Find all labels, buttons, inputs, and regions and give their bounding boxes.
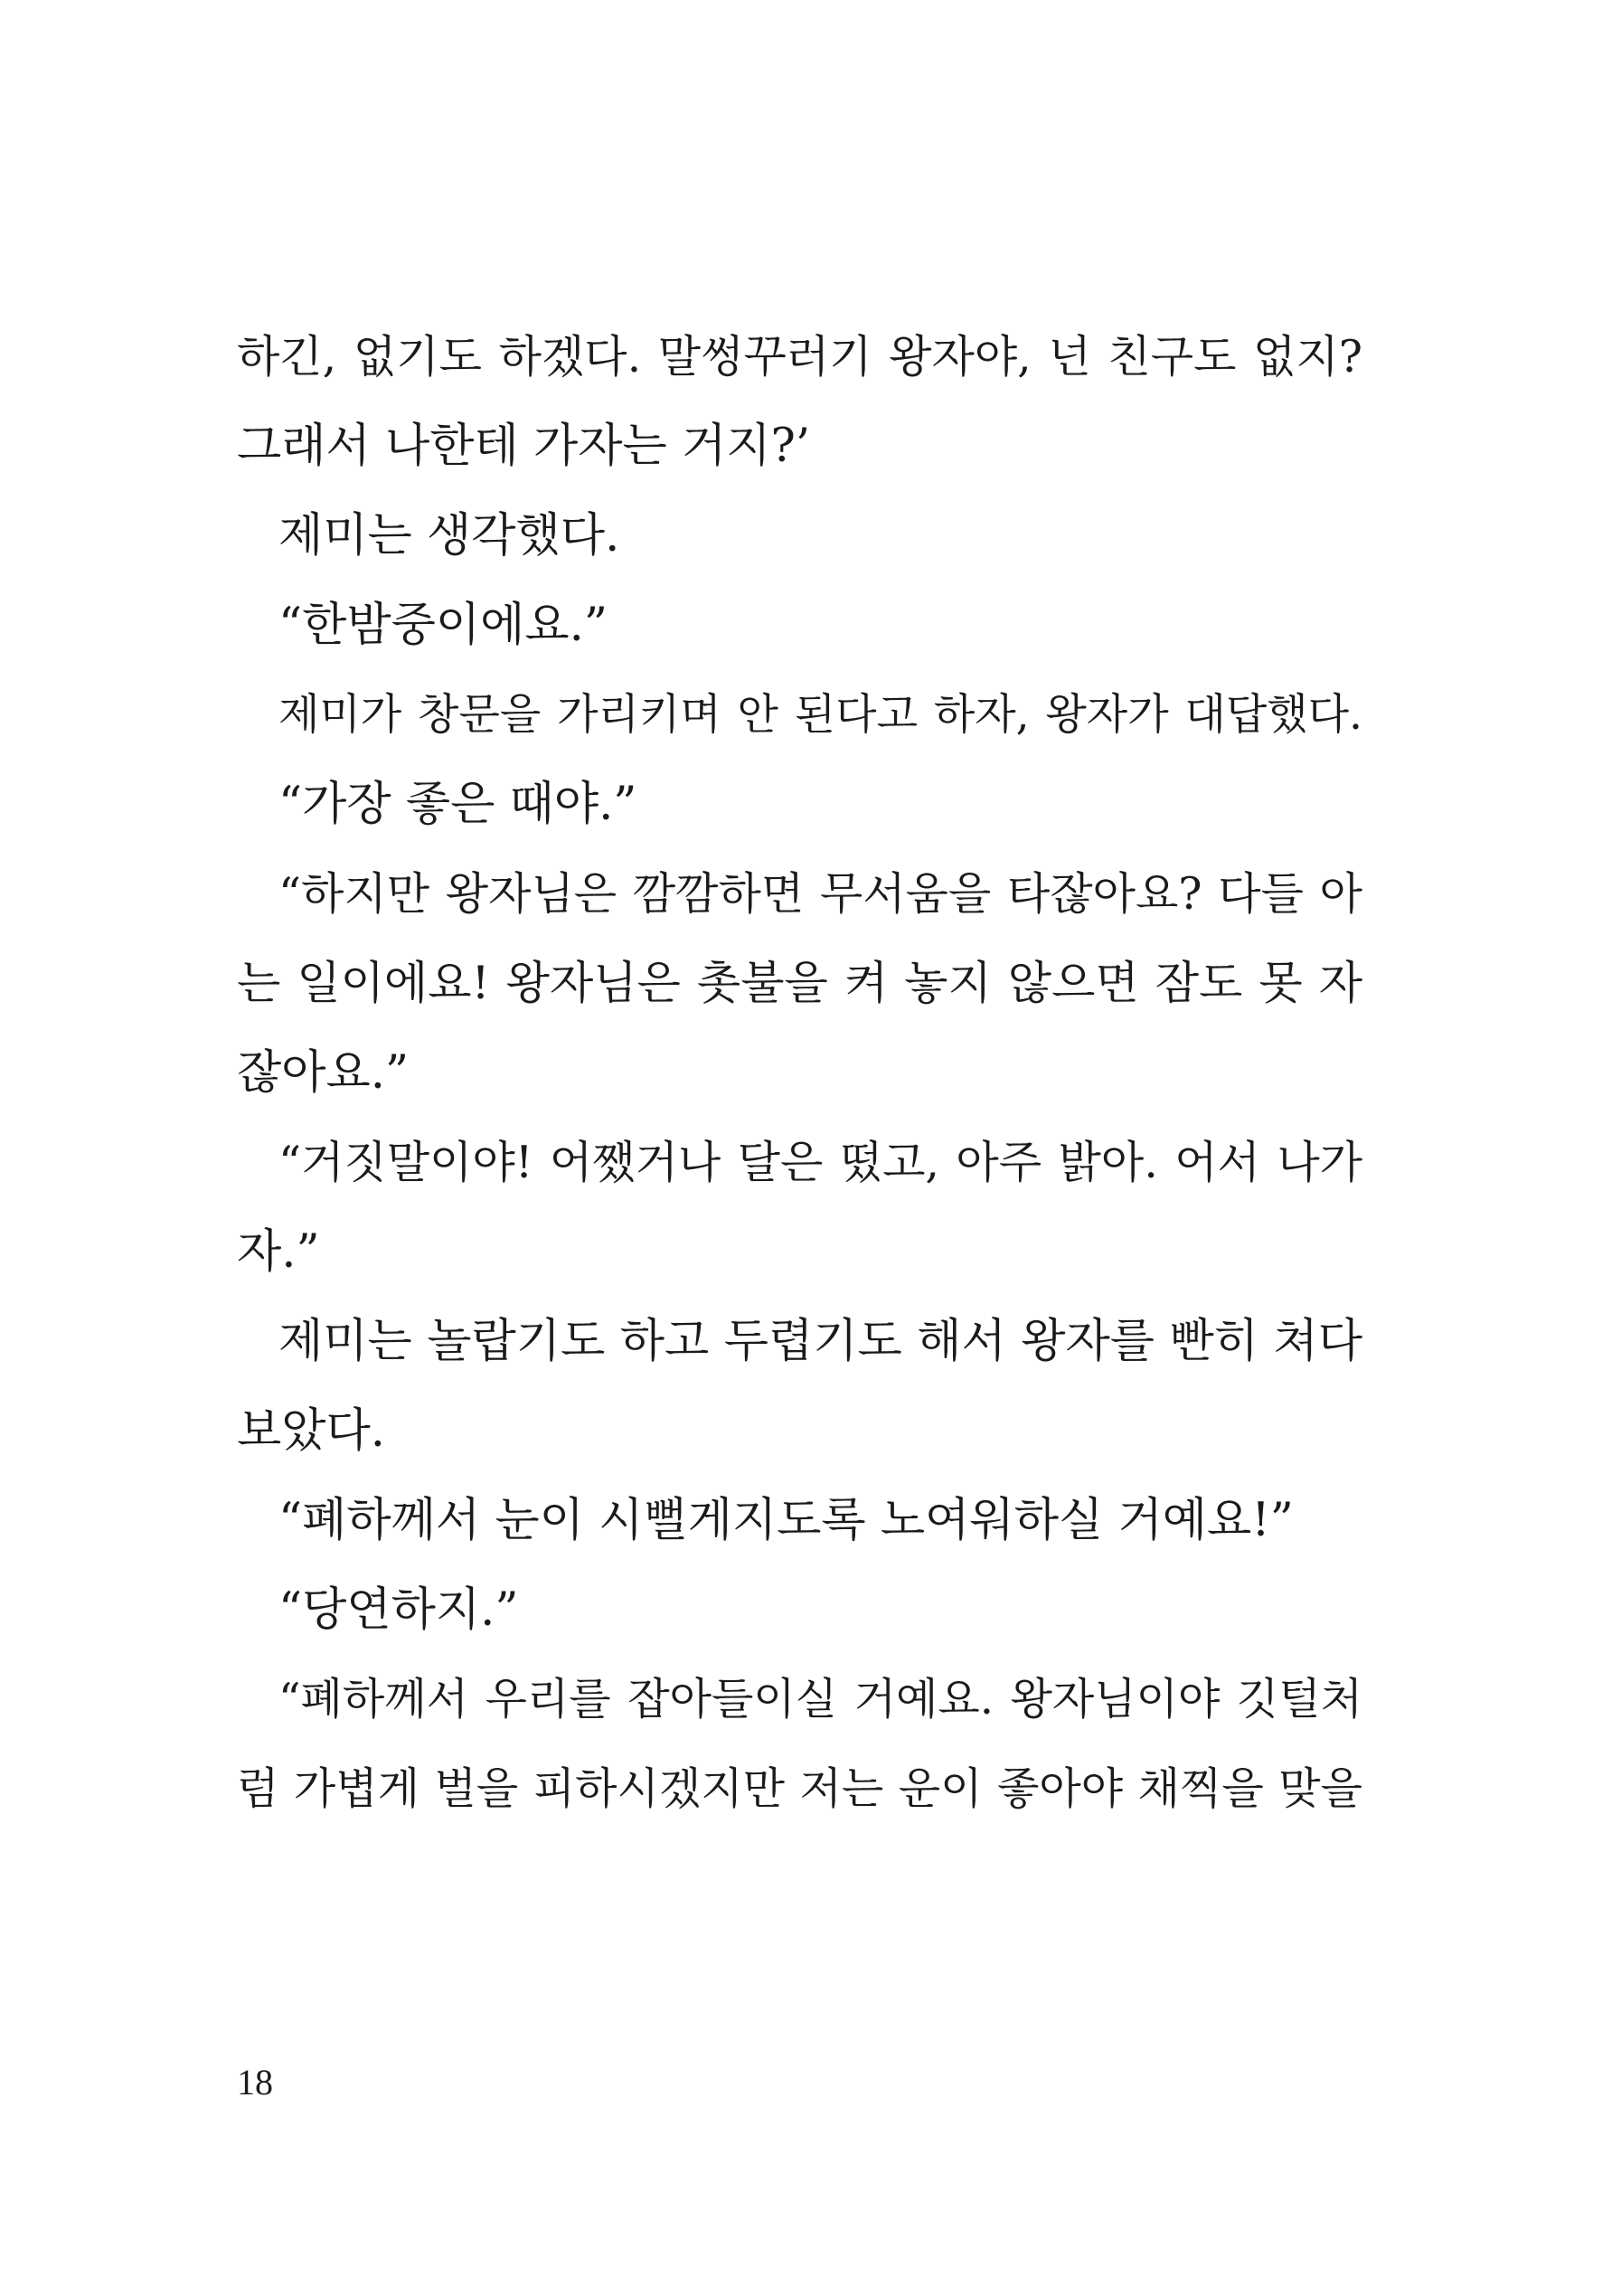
text-line: 제미는 놀랍기도 하고 두렵기도 해서 왕자를 빤히 쳐다 bbox=[278, 1315, 1362, 1368]
text-line: 럼 가볍게 벌을 피하시겠지만 저는 운이 좋아야 채찍을 맞을 bbox=[237, 1763, 1362, 1814]
text-line: “가장 좋은 때야.” bbox=[278, 778, 637, 831]
text-line: 하긴, 없기도 하겠다. 말썽꾸러기 왕자야, 넌 친구도 없지? bbox=[237, 331, 1362, 383]
text-line: 잖아요.” bbox=[237, 1046, 410, 1100]
text-line: “한밤중이에요.” bbox=[278, 599, 608, 652]
text-line: 제미가 창문을 가리키며 안 된다고 하자, 왕자가 대답했다. bbox=[278, 690, 1362, 740]
text-line: “폐하께서 눈이 시뻘게지도록 노여워하실 거예요!” bbox=[278, 1494, 1294, 1547]
text-line: “폐하께서 우리를 잡아들이실 거예요. 왕자님이야 깃털처 bbox=[278, 1674, 1362, 1724]
text-line: 보았다. bbox=[237, 1404, 386, 1458]
text-line: 그래서 나한테 가자는 거지?’ bbox=[237, 420, 811, 473]
text-line: 는 일이에요! 왕자님은 촛불을 켜 놓지 않으면 잠도 못 자 bbox=[237, 957, 1362, 1009]
text-line: 자.” bbox=[237, 1225, 320, 1279]
text-line: 제미는 생각했다. bbox=[278, 509, 620, 562]
body-text bbox=[237, 312, 1362, 1834]
page-number: 18 bbox=[237, 2062, 273, 2102]
text-line: “하지만 왕자님은 깜깜하면 무서움을 타잖아요? 다들 아 bbox=[278, 868, 1362, 920]
text-line: “당연하지.” bbox=[278, 1583, 519, 1637]
text-line: “거짓말이야! 어쨌거나 달은 떴고, 아주 밝아. 어서 나가 bbox=[278, 1137, 1362, 1188]
